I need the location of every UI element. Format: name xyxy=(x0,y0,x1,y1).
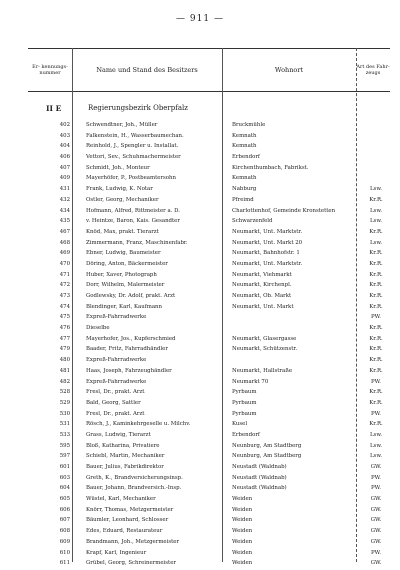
table-row xyxy=(28,120,390,131)
row-residence: Neumarkt, Hallstraße xyxy=(232,367,293,374)
row-number: 480 xyxy=(59,357,70,364)
row-vehicle-type: Kr.R. xyxy=(369,303,383,310)
row-residence: Neumarkt, Schützenstr. xyxy=(232,346,298,353)
row-vehicle-type: PW. xyxy=(371,549,381,556)
row-number: 407 xyxy=(59,164,70,171)
row-vehicle-type: Kr.R. xyxy=(369,228,383,235)
row-vehicle-type: PW. xyxy=(371,474,381,481)
row-owner: Expreß-Fahrradwerke xyxy=(86,314,147,321)
row-number: 606 xyxy=(59,506,70,513)
table-header xyxy=(28,48,390,92)
row-number: 529 xyxy=(59,399,70,406)
row-vehicle-type: Kr.R. xyxy=(369,357,383,364)
region-heading xyxy=(28,104,390,116)
row-number: 474 xyxy=(59,303,70,310)
row-owner: Knöd, Max, prakt. Tierarzt xyxy=(86,228,159,235)
table-row xyxy=(28,259,390,270)
row-owner: Knörr, Thomas, Metzgermeister xyxy=(86,506,174,513)
row-residence: Kirchenthumbach, Fabrikst. xyxy=(232,164,309,171)
row-vehicle-type: Kr.R. xyxy=(369,399,383,406)
table-row xyxy=(28,483,390,494)
row-owner: Schiebl, Martin, Mechaniker xyxy=(86,453,165,460)
row-owner: Grübel, Georg, Schreinermeister xyxy=(86,560,176,567)
row-residence: Neumarkt, Unt. Marktstr. xyxy=(232,260,303,267)
row-number: 611 xyxy=(59,560,70,567)
row-number: 434 xyxy=(59,207,70,214)
row-vehicle-type: Lsw. xyxy=(369,442,383,449)
row-residence: Kemnath xyxy=(232,175,257,182)
row-vehicle-type: Kr.R. xyxy=(369,250,383,257)
table-row xyxy=(28,462,390,473)
row-residence: Neumarkt, Unt. Markt 20 xyxy=(232,239,303,246)
row-residence: Neumarkt, Viehmarkt xyxy=(232,271,292,278)
row-vehicle-type: Lsw. xyxy=(369,431,383,438)
row-owner: Brandmann, Joh., Metzgermeister xyxy=(86,538,180,545)
row-vehicle-type: GW. xyxy=(370,517,382,524)
table-row xyxy=(28,494,390,505)
row-number: 603 xyxy=(59,474,70,481)
row-vehicle-type: PW. xyxy=(371,410,381,417)
row-residence: Neustadt (Waldnab) xyxy=(232,474,287,481)
row-number: 608 xyxy=(59,528,70,535)
row-vehicle-type: PW. xyxy=(371,485,381,492)
table-row xyxy=(28,377,390,388)
table-row xyxy=(28,344,390,355)
row-number: 402 xyxy=(59,122,70,128)
table-row xyxy=(28,334,390,345)
row-residence: Neumarkt, Kirchenpl. xyxy=(232,282,292,289)
row-number: 479 xyxy=(59,346,70,353)
row-vehicle-type: Kr.R. xyxy=(369,260,383,267)
table-row xyxy=(28,526,390,537)
row-number: 468 xyxy=(59,239,70,246)
row-owner: Baader, Fritz, Fahrradhändler xyxy=(86,346,168,353)
row-residence: Weiden xyxy=(232,517,253,524)
row-residence: Weiden xyxy=(232,560,253,567)
table-row xyxy=(28,163,390,174)
table-row xyxy=(28,280,390,291)
table-row xyxy=(28,451,390,462)
row-owner: Bäumler, Leonhard, Schlosser xyxy=(86,517,169,524)
table-row xyxy=(28,131,390,142)
row-owner: Bauer, Julius, Fabrikdirektor xyxy=(86,464,164,470)
table-row xyxy=(28,248,390,259)
row-vehicle-type: PW. xyxy=(371,314,381,321)
table-row xyxy=(28,387,390,398)
table-row xyxy=(28,473,390,484)
region-title: Regierungsbezirk Oberpfalz xyxy=(88,104,188,112)
row-owner: Falkenstein, H., Wasserbaumechan. xyxy=(86,132,184,139)
row-number: 472 xyxy=(59,282,70,289)
row-owner: Expreß-Fahrradwerke xyxy=(86,378,147,385)
row-owner: Fresl, Dr., prakt. Arzt xyxy=(86,410,145,417)
row-vehicle-type: Lsw. xyxy=(369,453,383,460)
row-residence: Schwarzenfeld xyxy=(232,218,273,225)
region-code: II E xyxy=(46,104,62,113)
row-owner: Vettori, Sev., Schuhmachermeister xyxy=(86,154,181,161)
row-owner: Wüstel, Karl, Mechaniker xyxy=(86,496,156,503)
row-residence: Weiden xyxy=(232,506,253,513)
row-owner: Schwendtner, Joh., Müller xyxy=(86,122,158,128)
row-residence: Weiden xyxy=(232,528,253,535)
row-residence: Neustadt (Waldnab) xyxy=(232,485,287,492)
row-owner: Edes, Eduard, Restaurateur xyxy=(86,528,163,535)
table-row xyxy=(28,548,390,559)
table-row xyxy=(28,227,390,238)
row-number: 481 xyxy=(59,367,70,374)
row-vehicle-type: GW. xyxy=(370,560,382,567)
row-residence: Pyrbaum xyxy=(232,410,257,417)
table-row xyxy=(28,291,390,302)
row-number: 404 xyxy=(59,143,70,150)
row-residence: Pyrbaum xyxy=(232,389,257,396)
row-owner: Dorr, Wilhelm, Malermeister xyxy=(86,282,165,289)
row-vehicle-type: Kr.R. xyxy=(369,196,383,203)
row-residence: Neunburg, Am Stadtberg xyxy=(232,442,302,449)
table-row xyxy=(28,312,390,323)
row-vehicle-type: Lsw. xyxy=(369,207,383,214)
row-vehicle-type: Kr.R. xyxy=(369,335,383,342)
row-owner: Döring, Anton, Bäckermeister xyxy=(86,260,168,267)
table-row xyxy=(28,398,390,409)
row-number: 403 xyxy=(59,132,70,139)
row-vehicle-type: GW. xyxy=(370,506,382,513)
table-row xyxy=(28,366,390,377)
row-owner: Blendinger, Karl, Kaufmann xyxy=(86,303,162,310)
row-vehicle-type: PW. xyxy=(371,378,381,385)
row-number: 530 xyxy=(59,410,70,417)
row-number: 601 xyxy=(59,464,70,470)
row-number: 609 xyxy=(59,538,70,545)
row-vehicle-type: GW. xyxy=(370,538,382,545)
row-number: 477 xyxy=(59,335,70,342)
header-owner: Name und Stand des Besitzers xyxy=(96,65,198,74)
row-residence: Kemnath xyxy=(232,132,257,139)
row-residence: Neustadt (Waldnab) xyxy=(232,464,287,470)
row-owner: Reinhold, J., Spengler u. Installat. xyxy=(86,143,179,150)
row-owner: Ostler, Georg, Mechaniker xyxy=(86,196,159,203)
row-number: 595 xyxy=(59,442,70,449)
page-number: — 911 — xyxy=(176,14,224,24)
row-owner: Rösch, J., Kaminkehrgeselle u. Milchv. xyxy=(86,421,191,428)
row-vehicle-type: Kr.R. xyxy=(369,389,383,396)
row-number: 469 xyxy=(59,250,70,257)
row-owner: Bald, Georg, Sattler xyxy=(86,399,141,406)
table-row xyxy=(28,184,390,195)
row-number: 597 xyxy=(59,453,70,460)
row-residence: Kusel xyxy=(232,421,248,428)
row-residence: Neumarkt, Unt. Markt xyxy=(232,303,294,310)
row-owner: Godlewsky, Dr. Adolf, prakt. Arzt xyxy=(86,293,176,299)
row-residence: Erbendorf xyxy=(232,154,260,161)
row-owner: Greth, K., Brandversicherungsinsp. xyxy=(86,474,183,481)
table-row xyxy=(28,558,390,569)
row-residence: Weiden xyxy=(232,496,253,503)
row-vehicle-type: Kr.R. xyxy=(369,346,383,353)
row-number: 471 xyxy=(59,271,70,278)
row-owner: Grass, Ludwig, Tierarzt xyxy=(86,431,151,438)
row-vehicle-type: Lsw. xyxy=(369,186,383,193)
row-residence: Neunburg, Am Stadtberg xyxy=(232,453,302,460)
row-residence: Erbendorf xyxy=(232,431,260,438)
table-row xyxy=(28,419,390,430)
row-number: 482 xyxy=(59,378,70,385)
table-row xyxy=(28,441,390,452)
row-number: 467 xyxy=(59,228,70,235)
row-residence: Weiden xyxy=(232,538,253,545)
row-number: 610 xyxy=(59,549,70,556)
table-row xyxy=(28,302,390,313)
row-owner: Schmidt, Joh., Monteur xyxy=(86,164,150,171)
table-row xyxy=(28,216,390,227)
row-owner: Frank, Ludwig, K. Notar xyxy=(86,186,153,193)
row-number: 604 xyxy=(59,485,70,492)
row-vehicle-type: GW. xyxy=(370,464,382,470)
table-body xyxy=(28,120,390,569)
row-owner: Fresl, Dr., prakt. Arzt xyxy=(86,389,145,396)
row-owner: Mayerhofer, Jos., Kupferschmied xyxy=(86,335,176,342)
row-number: 475 xyxy=(59,314,70,321)
row-number: 476 xyxy=(59,325,70,332)
row-residence: Neumarkt 70 xyxy=(232,378,269,385)
row-vehicle-type: Kr.R. xyxy=(369,421,383,428)
row-owner: Dieselbe xyxy=(86,325,110,332)
row-residence: Pfreimd xyxy=(232,196,254,203)
row-owner: v. Heintze, Baron, Kais. Gesandter xyxy=(86,218,180,225)
row-residence: Weiden xyxy=(232,549,253,556)
row-residence: Nabburg xyxy=(232,186,257,193)
row-residence: Neumarkt, Bahnhofstr. 1 xyxy=(232,250,300,257)
table-row xyxy=(28,355,390,366)
table-row xyxy=(28,238,390,249)
register-table xyxy=(28,48,390,567)
row-number: 605 xyxy=(59,496,70,503)
row-owner: Ebner, Ludwig, Baumeister xyxy=(86,250,161,257)
row-number: 435 xyxy=(59,218,70,225)
row-residence: Kemnath xyxy=(232,143,257,150)
table-row xyxy=(28,195,390,206)
table-row xyxy=(28,323,390,334)
table-row xyxy=(28,173,390,184)
table-row xyxy=(28,505,390,516)
row-owner: Hofmann, Alfred, Rittmeister a. D. xyxy=(86,207,180,214)
row-vehicle-type: Kr.R. xyxy=(369,325,383,332)
row-residence: Charlottenhof, Gemeinde Kronstetten xyxy=(232,207,336,214)
header-vehicle-type: Art des Fahr- zeugs xyxy=(356,64,390,76)
row-residence: Neumarkt, Ob. Markt xyxy=(232,293,292,299)
row-vehicle-type: Lsw. xyxy=(369,218,383,225)
table-row xyxy=(28,515,390,526)
row-number: 607 xyxy=(59,517,70,524)
table-row xyxy=(28,430,390,441)
row-owner: Mayerhöfer, P., Postbeamtersohn xyxy=(86,175,176,182)
table-row xyxy=(28,270,390,281)
row-number: 533 xyxy=(59,431,70,438)
row-owner: Huber, Xaver, Photograph xyxy=(86,271,157,278)
table-row xyxy=(28,206,390,217)
table-row xyxy=(28,409,390,420)
row-vehicle-type: Kr.R. xyxy=(369,293,383,299)
row-residence: Neumarkt, Glasergasse xyxy=(232,335,297,342)
row-owner: Expreß-Fahrradwerke xyxy=(86,357,147,364)
row-owner: Haas, Joseph, Fahrzeughändler xyxy=(86,367,172,374)
row-number: 470 xyxy=(59,260,70,267)
row-residence: Bruckmühle xyxy=(232,122,266,128)
row-owner: Bloß, Katharina, Privatiere xyxy=(86,442,160,449)
row-owner: Bauer, Johann, Brandversich.-Insp. xyxy=(86,485,182,492)
row-number: 473 xyxy=(59,293,70,299)
row-number: 432 xyxy=(59,196,70,203)
row-number: 528 xyxy=(59,389,70,396)
row-vehicle-type: Kr.R. xyxy=(369,367,383,374)
table-row xyxy=(28,537,390,548)
row-number: 406 xyxy=(59,154,70,161)
row-vehicle-type: Kr.R. xyxy=(369,282,383,289)
row-residence: Pyrbaum xyxy=(232,399,257,406)
row-vehicle-type: GW. xyxy=(370,496,382,503)
header-residence: Wohnort xyxy=(274,65,304,74)
row-number: 431 xyxy=(59,186,70,193)
row-number: 409 xyxy=(59,175,70,182)
row-number: 531 xyxy=(59,421,70,428)
table-row xyxy=(28,141,390,152)
header-number: Er- kennungs- nummer xyxy=(32,64,68,76)
row-owner: Zimmermann, Franz, Maschinenfabr. xyxy=(86,239,188,246)
row-vehicle-type: Kr.R. xyxy=(369,271,383,278)
row-residence: Neumarkt, Unt. Marktstr. xyxy=(232,228,303,235)
row-vehicle-type: GW. xyxy=(370,528,382,535)
row-owner: Krapf, Karl, Ingenieur xyxy=(86,549,147,556)
table-row xyxy=(28,152,390,163)
row-vehicle-type: Lsw. xyxy=(369,239,383,246)
